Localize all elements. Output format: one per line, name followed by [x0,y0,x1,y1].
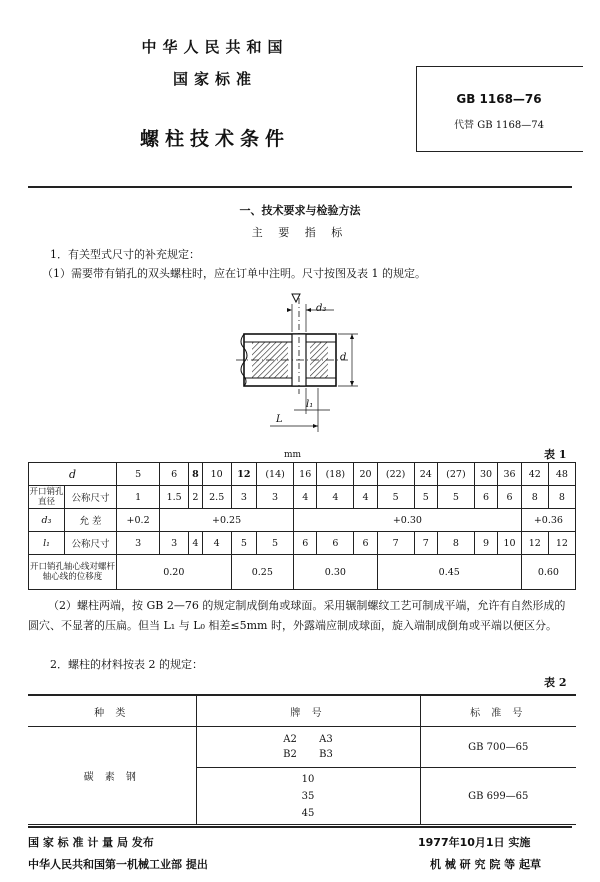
size-cell: (14) [257,463,294,486]
item-1: 1．有关型式尺寸的补充规定： [50,248,200,261]
grade: 10 [301,773,315,785]
footer-proposer: 中华人民共和国第一机械工业部 提出 [28,858,208,871]
l1-value-cell: 5 [231,532,257,555]
d3-value-cell: 3 [231,486,257,509]
table2-std-b: GB 699—65 [420,768,576,825]
section-heading: 一、技术要求与检验方法 [239,204,361,217]
tolerance-label: 允 差 [65,509,117,532]
table1 [28,462,576,590]
size-cell: 20 [354,463,377,486]
d3-value-cell: 4 [317,486,354,509]
table2-header-row [28,695,576,727]
l1-value-cell: 12 [548,532,575,555]
d3-value-cell: 4 [354,486,377,509]
table2-grades-a [196,727,420,768]
d3-value-cell: 6 [474,486,497,509]
d3-value-cell: 3 [257,486,294,509]
d3-tol-cell: +0.25 [160,509,294,532]
grade: B2 [283,749,297,760]
grade: A2 [283,734,297,745]
fig-label-L: L [276,414,283,425]
size-cell: 30 [474,463,497,486]
d3-value-cell: 8 [521,486,548,509]
table1-l1-row [29,532,576,555]
table1-d3-nominal-row [29,486,576,509]
table2-label: 表 2 [544,676,567,689]
fig-label-d3: d₃ [316,303,327,314]
grade: 45 [301,807,315,819]
d3-value-cell: 8 [548,486,575,509]
size-cell: 5 [117,463,160,486]
size-cell: 16 [293,463,316,486]
offset-label: 开口销孔轴心线对螺杆轴心线的位移度 [29,555,117,590]
country-heading: 中华人民共和国 [141,38,289,56]
l1-value-cell: 4 [189,532,203,555]
table1-label: 表 1 [544,448,567,461]
l1-value-cell: 10 [498,532,521,555]
table2-header-std: 标 准 号 [420,695,576,727]
item-2: 2．螺柱的材料按表 2 的规定： [50,658,203,671]
footer-divider [28,826,572,828]
item-1-2: （2）螺柱两端，按 GB 2—76 的规定制成倒角或球面。采用辗制螺纹工艺可制成平端，允许有自然形成的圆穴、不显著的压扁。但当 L₁ 与 L₀ 相差≤5mm 时，外露端应制成球面，旋入端制成倒角或平端以便区分。 [28,599,566,632]
l1-value-cell: 6 [317,532,354,555]
d3-tol-cell: +0.2 [117,509,160,532]
size-cell: 12 [231,463,257,486]
grade: 35 [301,790,315,802]
l1-value-cell: 5 [257,532,294,555]
item-1-1: （1）需要带有销孔的双头螺柱时，应在订单中注明。尺寸按图及表 1 的规定。 [42,267,426,280]
size-cell: 42 [521,463,548,486]
header-divider [28,186,572,188]
section-subheading: 主 要 指 标 [251,226,349,239]
d3-value-cell: 6 [498,486,521,509]
d3-value-cell: 2 [189,486,203,509]
d3-value-cell: 5 [438,486,475,509]
footer-publisher: 国 家 标 准 计 量 局 发布 [28,836,154,849]
table1-offset-row [29,555,576,590]
d3-value-cell: 4 [293,486,316,509]
table1-unit: mm [284,450,302,460]
size-cell: (22) [377,463,414,486]
offset-cell: 0.45 [377,555,521,590]
d3-tol-cell: +0.36 [521,509,575,532]
size-cell: 8 [189,463,203,486]
pin-hole-label: 开口销孔直径 [29,487,64,507]
replaces-standard: 代替 GB 1168—74 [454,120,544,131]
size-cell: 48 [548,463,575,486]
l1-value-cell: 4 [202,532,231,555]
nominal-label: 公称尺寸 [65,486,117,509]
offset-cell: 0.20 [117,555,232,590]
offset-cell: 0.25 [231,555,293,590]
table1-header-row [29,463,576,486]
table2-grades-b [196,768,420,825]
l1-value-cell: 6 [354,532,377,555]
standard-number-box [416,66,583,152]
table2-kind: 碳 素 钢 [28,727,196,825]
table2-row [28,727,576,768]
standard-number: GB 1168—76 [456,92,542,106]
fig-label-l1: l₁ [306,399,314,410]
l1-value-cell: 8 [438,532,475,555]
offset-cell: 0.30 [293,555,377,590]
l1-value-cell: 3 [117,532,160,555]
l1-label: l₁ [29,532,65,555]
grade: A3 [319,734,333,745]
l1-value-cell: 7 [414,532,437,555]
table1-d-header: d [29,463,117,486]
table2-header-grade: 牌 号 [196,695,420,727]
nominal-label: 公称尺寸 [65,532,117,555]
size-cell: 10 [202,463,231,486]
d3-tol-cell: +0.30 [293,509,521,532]
offset-cell: 0.60 [521,555,575,590]
d3-value-cell: 2.5 [202,486,231,509]
document-title: 螺柱技术条件 [139,128,290,150]
table2-std-a: GB 700—65 [420,727,576,768]
d3-value-cell: 5 [414,486,437,509]
table2-header-kind: 种 类 [28,695,196,727]
fig-label-d: d [340,352,347,363]
l1-value-cell: 6 [293,532,316,555]
d3-value-cell: 1 [117,486,160,509]
l1-value-cell: 12 [521,532,548,555]
category-heading: 国家标准 [172,70,257,88]
size-cell: (18) [317,463,354,486]
size-cell: (27) [438,463,475,486]
l1-value-cell: 9 [474,532,497,555]
size-cell: 6 [160,463,189,486]
grade: B3 [319,749,333,760]
l1-value-cell: 7 [377,532,414,555]
d3-value-cell: 5 [377,486,414,509]
footer-effective: 1977年10月1日 实施 [418,836,531,849]
footer-drafter: 机 械 研 究 院 等 起草 [430,858,541,871]
stud-pin-hole-figure [230,286,370,446]
size-cell: 24 [414,463,437,486]
l1-value-cell: 3 [160,532,189,555]
table2 [28,694,576,825]
size-cell: 36 [498,463,521,486]
d3-value-cell: 1.5 [160,486,189,509]
d3-label: d₃ [29,509,65,532]
table1-d3-tolerance-row [29,509,576,532]
